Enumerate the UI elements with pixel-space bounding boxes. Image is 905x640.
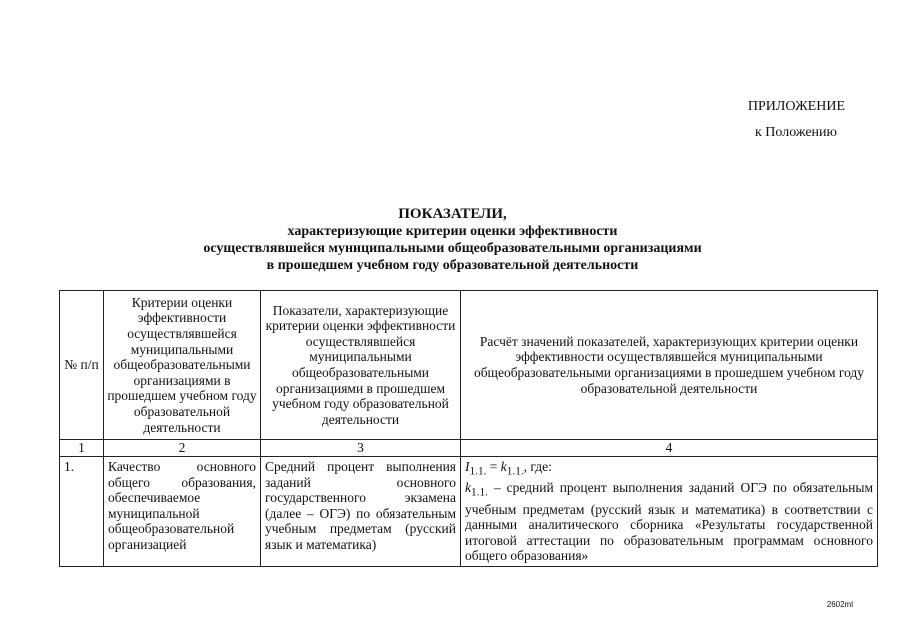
appendix-label: ПРИЛОЖЕНИЕ [747, 99, 845, 114]
appendix-header [748, 94, 845, 146]
header-indicators: Показатели, характеризующие критерии оценки эффективности осуществлявшейся муниципальными общеобразовательными организациями в прошедшем учебном году образовательной деятельности [261, 291, 461, 440]
column-number: 2 [104, 440, 261, 457]
column-number: 3 [261, 440, 461, 457]
column-number-row [60, 440, 878, 457]
calculation-cell [461, 457, 878, 567]
header-calculation: Расчёт значений показателей, характеризующих критерии оценки эффективности осуществлявшейся муниципальными общеобразовательными организациями в прошедшем учебном году образовательной деятельности [461, 291, 878, 440]
document-title [0, 206, 905, 274]
formula-subscript: 1.1. [506, 465, 524, 478]
title-line-3: осуществлявшейся муниципальными общеобразовательными организациями [203, 241, 702, 256]
row-number: 1. [60, 457, 104, 567]
indicator-cell: Средний процент выполнения заданий основного государственного экзамена (далее – ОГЭ) по обязательным учебным предметам (русский язык и математика) [261, 457, 461, 567]
title-line-2: характеризующие критерии оценки эффективности [287, 224, 618, 239]
indicators-table [59, 290, 878, 567]
title-line-4: в прошедшем учебном году образовательной деятельности [266, 258, 639, 273]
appendix-reference: к Положению [754, 125, 837, 140]
definition-text [465, 480, 873, 564]
formula-symbol-i: I [465, 459, 470, 474]
definition-symbol-k: k [465, 480, 471, 496]
header-criteria: Критерии оценки эффективности осуществлявшейся муниципальными общеобразовательными организациями в прошедшем учебном году образовательной деятельности [104, 291, 261, 440]
definition-body: – средний процент выполнения заданий ОГЭ по обязательным учебным предметам (русский язык и математика) в соответствии с данными аналитического сборника «Результаты государственной итоговой аттестации по образовательным программам основного общего образования» [465, 480, 873, 564]
criterion-cell: Качество основного общего образования, обеспечиваемое муниципальной общеобразовательной организацией [104, 457, 261, 567]
formula-tail: , где: [523, 459, 552, 474]
formula-symbol-k: k [500, 459, 507, 474]
title-line-1: ПОКАЗАТЕЛИ, [398, 206, 507, 222]
definition-subscript: 1.1. [471, 486, 488, 499]
document-code: 2602ml [826, 600, 853, 609]
table-header-row [60, 291, 878, 440]
formula-subscript: 1.1. [469, 465, 487, 478]
formula-line [465, 459, 873, 480]
column-number: 1 [60, 440, 104, 457]
table-row [60, 457, 878, 567]
formula-equals: = [486, 459, 501, 474]
header-number: № п/п [60, 291, 104, 440]
column-number: 4 [461, 440, 878, 457]
